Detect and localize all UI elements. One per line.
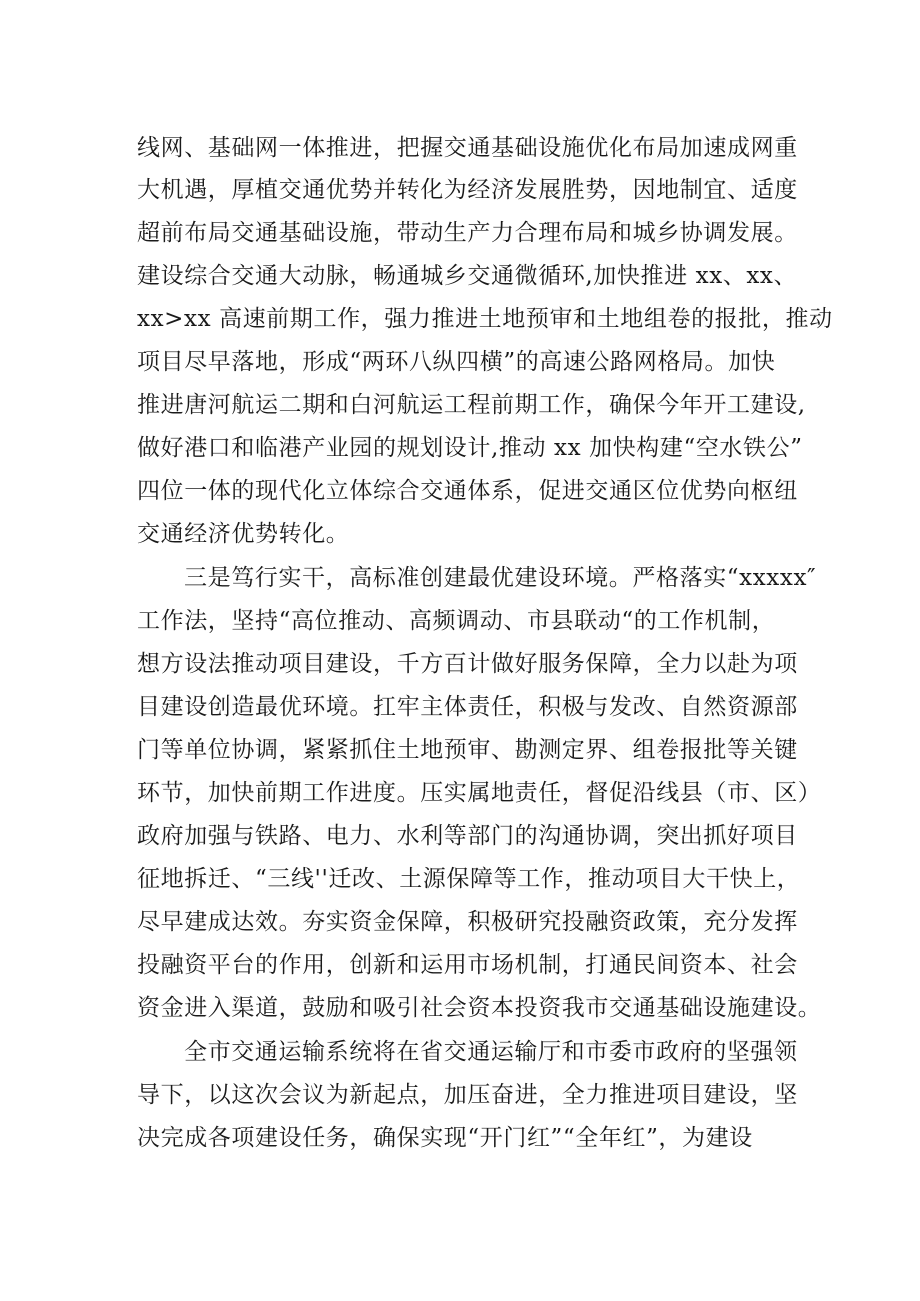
text-line: 线网、基础网一体推进，把握交通基础设施优化布局加速成网重: [137, 135, 798, 161]
text-line: 决完成各项建设任务，确保实现“开门红”“全年红”，为建设: [137, 1125, 753, 1151]
text-line: 征地拆迁、“三线''迁改、土源保障等工作，推动项目大干快上，: [137, 866, 801, 892]
text-line: 推进唐河航运二期和白河航运工程前期工作，确保今年开工建设,: [137, 392, 806, 418]
text-line: 门等单位协调，紧紧抓住土地预审、勘测定界、组卷报批等关键: [137, 737, 798, 763]
paragraph-first-line: 三是笃行实干，高标准创建最优建设环境。严格落实“xxxxx″: [184, 565, 817, 591]
text-line: 超前布局交通基础设施，带动生产力合理布局和城乡协调发展。: [137, 220, 798, 246]
text-line: 投融资平台的作用，创新和运用市场机制，打通民间资本、社会: [137, 952, 798, 978]
text-line: xx>xx 高速前期工作，强力推进土地预审和土地组卷的报批，推动: [137, 306, 833, 332]
text-line: 目建设创造最优环境。扛牢主体责任，积极与发改、自然资源部: [137, 694, 798, 720]
text-line: 想方设法推动项目建设，千方百计做好服务保障，全力以赴为项: [137, 651, 798, 677]
text-line: 资金进入渠道，鼓励和吸引社会资本投资我市交通基础设施建设。: [137, 995, 822, 1021]
text-line: 项目尽早落地，形成“两环八纵四横”的高速公路网格局。加快: [137, 349, 776, 375]
text-line: 做好港口和临港产业园的规划设计,推动 xx 加快构建“空水铁公”: [137, 435, 803, 461]
text-line: 政府加强与铁路、电力、水利等部门的沟通协调，突出抓好项目: [137, 823, 798, 849]
text-line: 大机遇，厚植交通优势并转化为经济发展胜势，因地制宜、适度: [137, 177, 798, 203]
text-line: 尽早建成达效。夯实资金保障，积极研究投融资政策，充分发挥: [137, 909, 798, 935]
text-line: 四位一体的现代化立体综合交通体系，促进交通区位优势向枢纽: [137, 478, 798, 504]
paragraph-first-line: 全市交通运输系统将在省交通运输厅和市委市政府的坚强领: [184, 1039, 798, 1065]
text-line: 工作法，坚持“高位推动、高频调动、市县联动“的工作机制，: [137, 608, 776, 634]
text-line: 交通经济优势转化。: [137, 521, 350, 547]
text-line: 环节，加快前期工作进度。压实属地责任，督促沿线县（市、区）: [137, 780, 822, 806]
text-line: 建设综合交通大动脉，畅通城乡交通微循环,加快推进 xx、xx、: [137, 263, 798, 289]
text-line: 导下，以这次会议为新起点，加压奋进，全力推进项目建设，坚: [137, 1082, 798, 1108]
